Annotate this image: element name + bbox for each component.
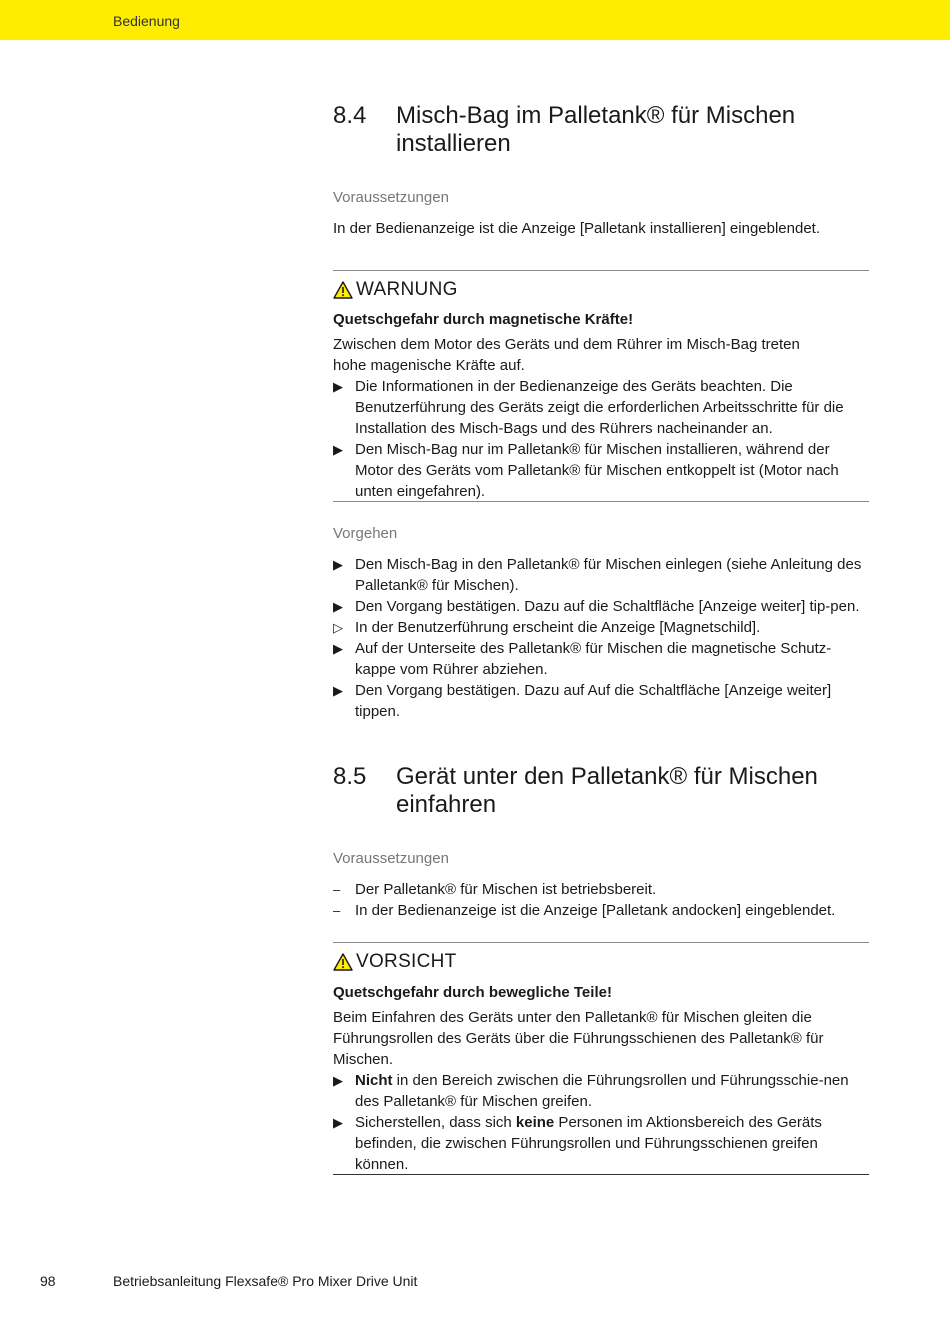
caution-signal	[333, 951, 457, 973]
list-item	[333, 596, 869, 617]
list-item	[333, 879, 869, 900]
caution-headline: Quetschgefahr durch bewegliche Teile!	[333, 984, 612, 1001]
caution-signal-word: VORSICHT	[356, 951, 457, 972]
list-item-text: In der Benutzerführung erscheint die Anzeige [Magnetschild].	[355, 619, 761, 636]
list-item	[333, 900, 869, 921]
caution-steps	[333, 1070, 869, 1175]
arrow-icon: ▶	[333, 641, 343, 656]
list-item-text: Den Vorgang bestätigen. Dazu auf Auf die Schaltfläche [Anzeige weiter] tippen.	[355, 682, 832, 720]
list-item	[333, 1070, 869, 1112]
list-item	[333, 554, 869, 596]
warning-signal	[333, 279, 458, 301]
list-item-text: Den Misch-Bag nur im Palletank® für Mischen installieren, während der Motor des Geräts vom Palletank® für Mischen entkoppelt ist (Motor nach unten eingefahren).	[355, 441, 839, 500]
emphasis-text: Nicht	[355, 1072, 393, 1089]
section-name: Bedienung	[113, 13, 180, 29]
prerequisite-text: In der Bedienanzeige ist die Anzeige [Palletank installieren] eingeblendet.	[333, 220, 821, 237]
list-item	[333, 1112, 869, 1175]
list-item-text: Der Palletank® für Mischen ist betriebsbereit.	[355, 881, 657, 898]
list-item-text: in den Bereich zwischen die Führungsrollen und Führungsschie-nen des Palletank® für Mischen greifen.	[355, 1072, 849, 1110]
warning-signal-word: WARNUNG	[356, 279, 458, 300]
list-item	[333, 617, 869, 638]
list-item	[333, 439, 869, 502]
list-item	[333, 376, 869, 439]
list-item-text: Den Misch-Bag in den Palletank® für Mischen einlegen (siehe Anleitung des Palletank® für Mischen).	[355, 556, 862, 594]
warning-triangle-icon	[333, 953, 353, 971]
caution-bottom-rule	[333, 1174, 869, 1175]
warning-bottom-rule	[333, 501, 869, 502]
arrow-icon: ▶	[333, 1115, 343, 1130]
arrow-icon: ▶	[333, 599, 343, 614]
list-item-text: Personen im Aktionsbereich des Geräts befinden, die zwischen Führungsrollen und Führungsschienen greifen können.	[355, 1114, 822, 1173]
prerequisites-label: Voraussetzungen	[333, 850, 449, 867]
warning-triangle-icon	[333, 281, 353, 299]
list-item	[333, 680, 869, 722]
dash-marker: –	[333, 903, 341, 918]
list-item-text: Auf der Unterseite des Palletank® für Mischen die magnetische Schutz-kappe vom Rührer abziehen.	[355, 640, 832, 678]
warning-body: Zwischen dem Motor des Geräts und dem Rührer im Misch-Bag treten hohe magenische Kräfte auf.	[333, 336, 800, 374]
dash-marker: –	[333, 882, 341, 897]
section-8-4-heading	[333, 102, 869, 162]
caution-top-rule	[333, 942, 869, 943]
list-item-text: Den Vorgang bestätigen. Dazu auf die Schaltfläche [Anzeige weiter] tip-pen.	[355, 598, 860, 615]
warning-top-rule	[333, 270, 869, 271]
arrow-icon: ▶	[333, 442, 343, 457]
list-item-text: In der Bedienanzeige ist die Anzeige [Palletank andocken] eingeblendet.	[355, 902, 836, 919]
section-number: 8.4	[333, 102, 367, 129]
prerequisite-list	[333, 879, 869, 921]
result-arrow-icon: ▷	[333, 620, 343, 635]
section-title: Gerät unter den Palletank® für Mischen einfahren	[396, 763, 818, 818]
arrow-icon: ▶	[333, 379, 343, 394]
procedure-label: Vorgehen	[333, 525, 398, 542]
document-title: Betriebsanleitung Flexsafe® Pro Mixer Drive Unit	[113, 1273, 418, 1289]
arrow-icon: ▶	[333, 1073, 343, 1088]
section-number: 8.5	[333, 763, 367, 790]
page-content	[333, 0, 869, 1343]
arrow-icon: ▶	[333, 683, 343, 698]
caution-body: Beim Einfahren des Geräts unter den Palletank® für Mischen gleiten die Führungsrollen des Geräts über die Führungsschienen des Palletank® für Mischen.	[333, 1009, 824, 1068]
section-title: Misch-Bag im Palletank® für Mischen installieren	[396, 102, 796, 157]
prerequisites-label: Voraussetzungen	[333, 189, 449, 206]
emphasis-text: keine	[515, 1114, 555, 1131]
warning-steps	[333, 376, 869, 502]
list-item	[333, 638, 869, 680]
warning-headline: Quetschgefahr durch magnetische Kräfte!	[333, 311, 634, 328]
procedure-steps	[333, 554, 869, 722]
arrow-icon: ▶	[333, 557, 343, 572]
list-item-text: Sicherstellen, dass sich	[355, 1114, 516, 1131]
list-item-text: Die Informationen in der Bedienanzeige des Geräts beachten. Die Benutzerführung des Geräts zeigt die erforderlichen Arbeitsschritte für die Installation des Misch-Bags und des Rührers nacheinander an.	[355, 378, 844, 437]
page-number: 98	[40, 1273, 56, 1289]
section-8-5-heading	[333, 763, 869, 823]
